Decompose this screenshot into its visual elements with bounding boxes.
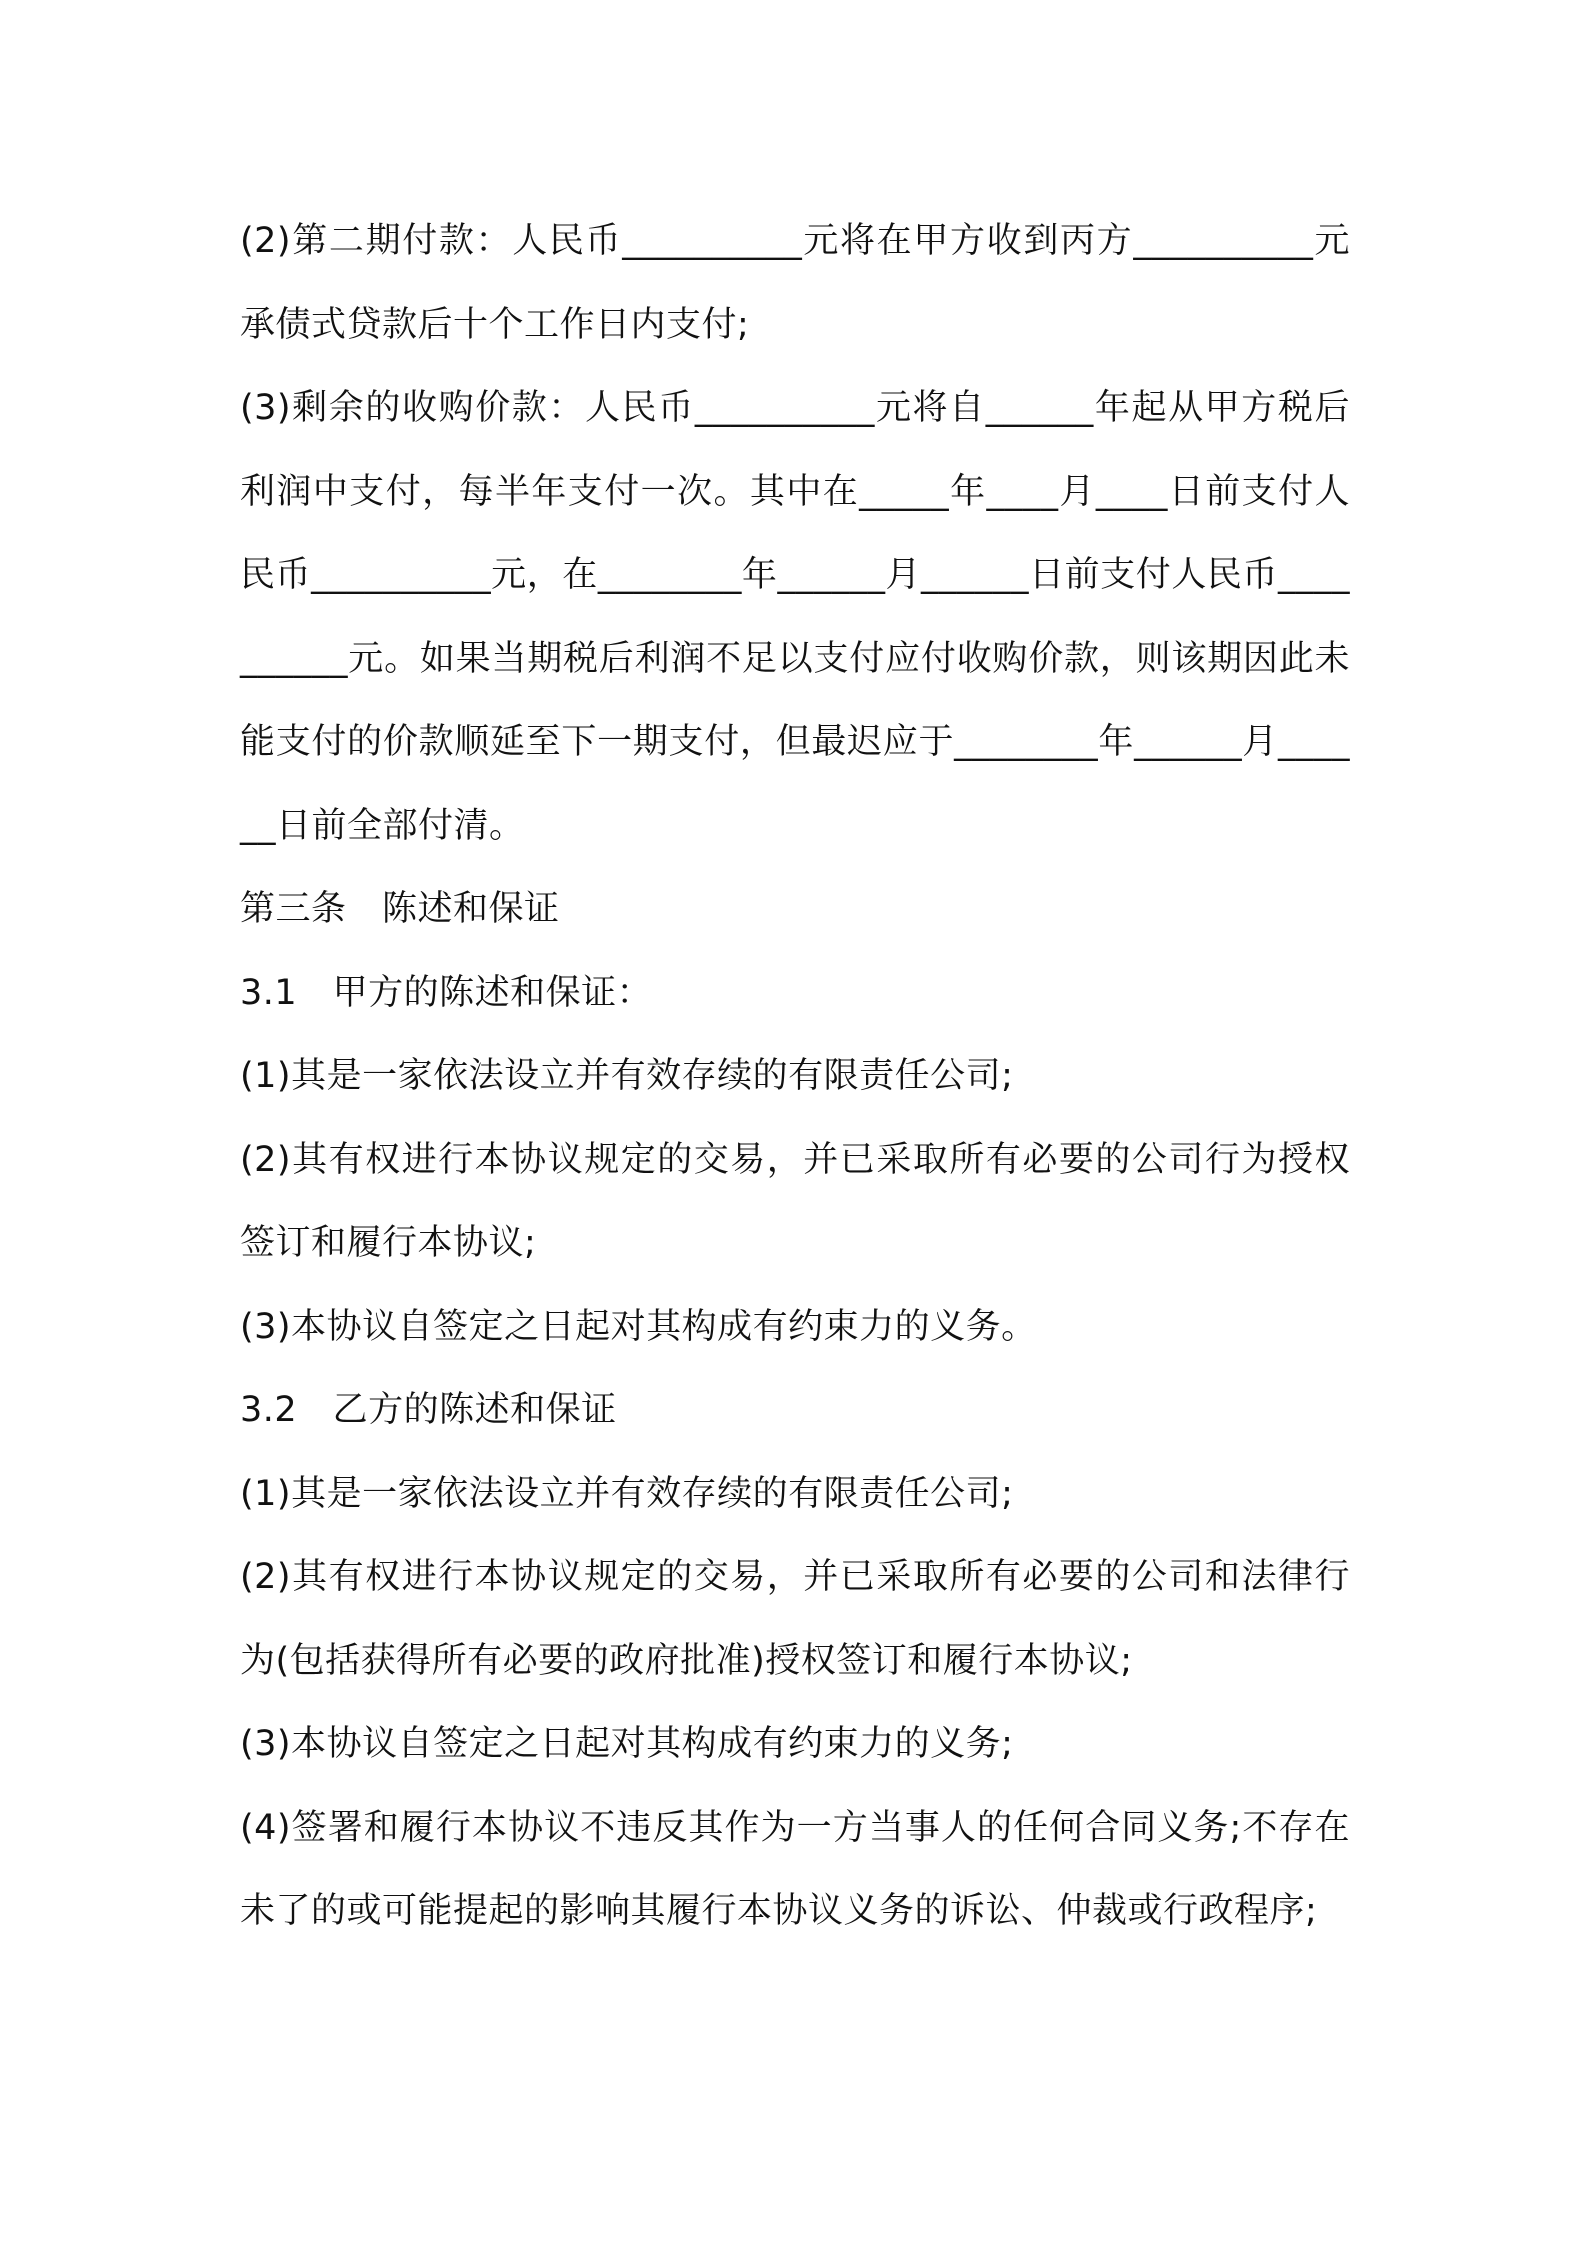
section-3-1-heading: 3.1 甲方的陈述和保证： — [240, 972, 653, 1013]
party-b-item-3: (3)本协议自签定之日起对其构成有约束力的义务; — [240, 1724, 1014, 1764]
clause-second-payment: (2)第二期付款：人民币__________元将在甲方收到丙方__________元承债式贷款后十个工作日内支付; — [240, 221, 1350, 345]
party-a-item-2: (2)其有权进行本协议规定的交易，并已采取所有必要的公司行为授权签订和履行本协议; — [240, 1139, 1350, 1263]
party-b-item-4: (4)签署和履行本协议不违反其作为一方当事人的任何合同义务;不存在未了的或可能提起的影响其履行本协议义务的诉讼、仲裁或行政程序; — [240, 1807, 1350, 1931]
section-3-2-heading: 3.2 乙方的陈述和保证 — [240, 1390, 617, 1430]
article-three-heading: 第三条 陈述和保证 — [240, 889, 560, 929]
party-b-item-2: (2)其有权进行本协议规定的交易，并已采取所有必要的公司和法律行为(包括获得所有必要的政府批准)授权签订和履行本协议; — [240, 1557, 1350, 1681]
document-body — [240, 200, 1350, 1954]
clause-remaining-payment: (3)剩余的收购价款：人民币__________元将自______年起从甲方税后利润中支付，每半年支付一次。其中在_____年____月____日前支付人民币__________元，在________年______月______日前支付人民币__________元。如果当期税后利润不足以支付应付收购价款，则该期因此未能支付的价款顺延至下一期支付，但最迟应于________年______月______日前全部付清。 — [240, 388, 1350, 846]
party-a-item-1: (1)其是一家依法设立并有效存续的有限责任公司; — [240, 1056, 1014, 1096]
party-b-item-1: (1)其是一家依法设立并有效存续的有限责任公司; — [240, 1473, 1014, 1514]
party-a-item-3: (3)本协议自签定之日起对其构成有约束力的义务。 — [240, 1306, 1037, 1347]
